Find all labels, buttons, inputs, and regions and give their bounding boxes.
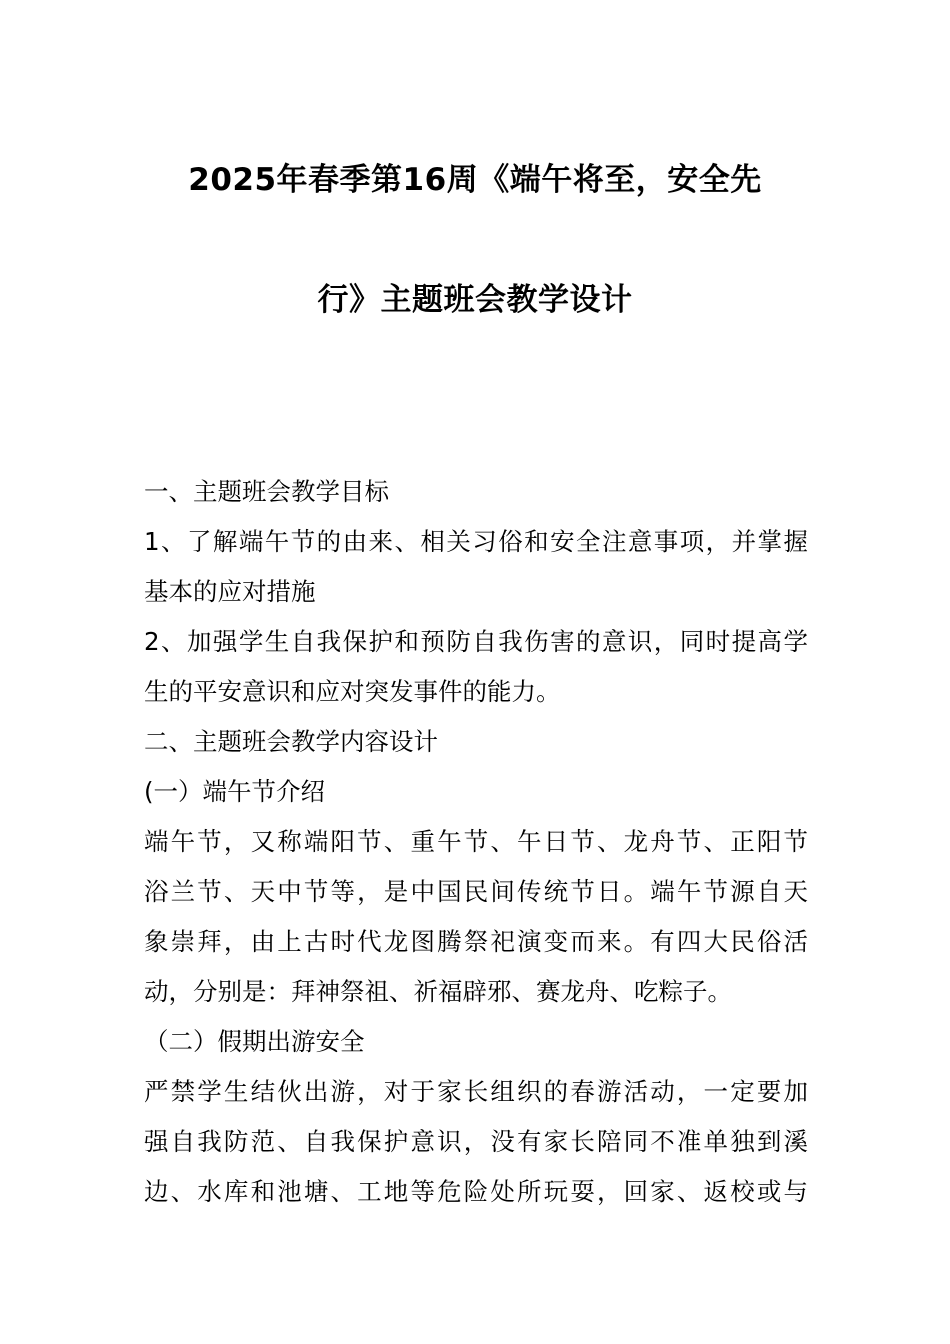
paragraph-line: 象崇拜，由上古时代龙图腾祭祀演变而来。有四大民俗活: [144, 927, 808, 956]
subsection-heading-travel-safety: （二）假期出游安全: [144, 1027, 365, 1056]
paragraph-line: 强自我防范、自我保护意识，没有家长陪同不准单独到溪: [144, 1127, 808, 1156]
document-body: [144, 467, 808, 1217]
paragraph-line: 动，分别是：拜神祭祖、祈福辟邪、赛龙舟、吃粽子。: [144, 977, 732, 1006]
paragraph-line: 边、水库和池塘、工地等危险处所玩耍，回家、返校或与: [144, 1177, 808, 1206]
section-heading-goals: 一、主题班会教学目标: [144, 477, 389, 506]
paragraph-line: 浴兰节、天中节等，是中国民间传统节日。端午节源自天: [144, 877, 808, 906]
goal-item-2: 2、加强学生自我保护和预防自我伤害的意识，同时提高学: [144, 627, 808, 656]
subsection-heading-intro: (一）端午节介绍: [144, 777, 326, 806]
paragraph-line: 严禁学生结伙出游，对于家长组织的春游活动，一定要加: [144, 1077, 808, 1106]
section-heading-content: 二、主题班会教学内容设计: [144, 727, 438, 756]
goal-item-1: 1、了解端午节的由来、相关习俗和安全注意事项，并掌握: [144, 527, 808, 556]
document-title-line-1: 2025年春季第16周《端午将至，安全先: [188, 162, 762, 198]
paragraph-line: 端午节，又称端阳节、重午节、午日节、龙舟节、正阳节: [144, 827, 808, 856]
document-title-line-2: 行》主题班会教学设计: [317, 282, 633, 318]
goal-item-1-cont: 基本的应对措施: [144, 577, 316, 606]
goal-item-2-cont: 生的平安意识和应对突发事件的能力。: [144, 677, 561, 706]
